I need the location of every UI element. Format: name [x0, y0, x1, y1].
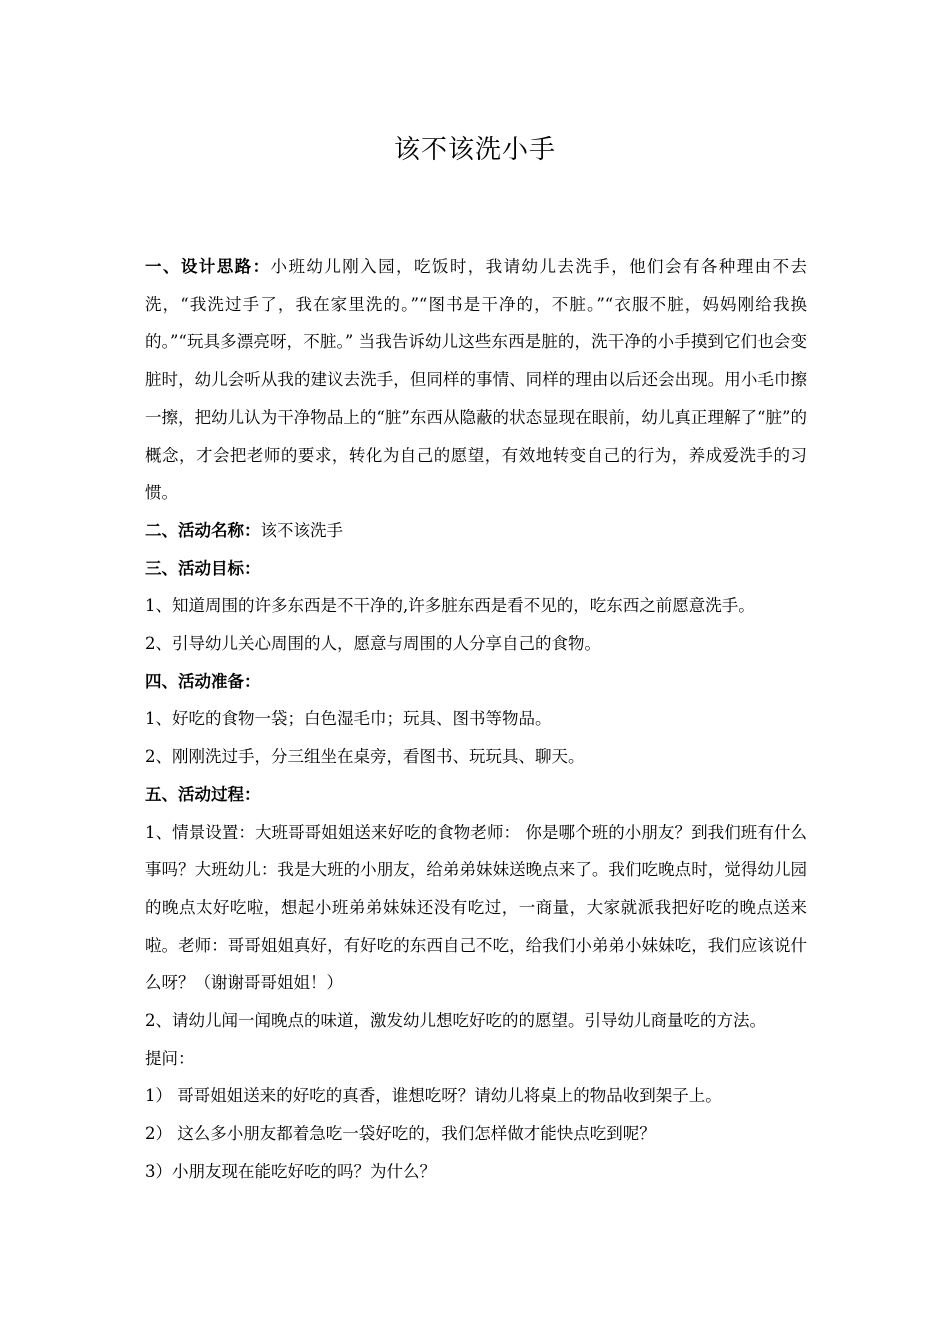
process-item: 2、请幼儿闻一闻晚点的味道，激发幼儿想吃好吃的的愿望。引导幼儿商量吃的方法。: [145, 1011, 766, 1031]
section-design-idea: [145, 248, 807, 512]
process-item: 1、情景设置：大班哥哥姐姐送来好吃的食物老师： 你是哪个班的小朋友？到我们班有什么事吗？大班幼儿：我是大班的小朋友，给弟弟妹妹送晚点来了。我们吃晚点时，觉得幼儿园的晚点太好吃啦，想起小班弟弟妹妹还没有吃过，一商量，大家就派我把好吃的晚点送来啦。老师：哥哥姐姐真好，有好吃的东西自己不吃，给我们小弟弟小妹妹吃，我们应该说什么呀？（谢谢哥哥姐姐！）: [145, 822, 807, 993]
section-label: 二、活动名称：: [145, 520, 261, 540]
question-item: 1） 哥哥姐姐送来的好吃的真香，谁想吃呀？请幼儿将桌上的物品收到架子上。: [145, 1086, 722, 1106]
section-label: 一、设计思路：: [145, 257, 271, 276]
section-heading-preparation: 四、活动准备：: [145, 671, 261, 691]
goal-item: 2、引导幼儿关心周围的人，愿意与周围的人分享自己的食物。: [145, 634, 601, 654]
section-heading-process: 五、活动过程：: [145, 784, 261, 804]
document-body: [145, 248, 807, 1191]
section-activity-name: [145, 512, 807, 550]
questions-prompt: 提问：: [145, 1048, 195, 1068]
section-text: 该不该洗手: [260, 520, 343, 540]
preparation-item: 2、刚刚洗过手，分三组坐在桌旁，看图书、玩玩具、聊天。: [145, 747, 585, 767]
question-item: 2） 这么多小朋友都着急吃一袋好吃的，我们怎样做才能快点吃到呢？: [145, 1124, 656, 1144]
document-title: 该不该洗小手: [393, 135, 556, 165]
question-item: 3）小朋友现在能吃好吃的吗？为什么？: [145, 1161, 436, 1181]
section-text: 小班幼儿刚入园，吃饭时，我请幼儿去洗手，他们会有各种理由不去洗，“我洗过手了，我在家里洗的。”“图书是干净的，不脏。”“衣服不脏，妈妈刚给我换的。”“玩具多漂亮呀，不脏。” 当我告诉幼儿这些东西是脏的，洗干净的小手摸到它们也会变脏时，幼儿会听从我的建议去洗手，但同样的事情、同样的理由以后还会出现。用小毛巾擦一擦，把幼儿认为干净物品上的“脏”东西从隐蔽的状态显现在眼前，幼儿真正理解了“脏”的概念，才会把老师的要求，转化为自己的愿望，有效地转变自己的行为，养成爱洗手的习惯。: [145, 257, 808, 503]
preparation-item: 1、好吃的食物一袋；白色湿毛巾；玩具、图书等物品。: [145, 709, 552, 729]
section-heading-goals: 三、活动目标：: [145, 558, 261, 578]
goal-item: 1、知道周围的许多东西是不干净的,许多脏东西是看不见的，吃东西之前愿意洗手。: [145, 596, 755, 616]
